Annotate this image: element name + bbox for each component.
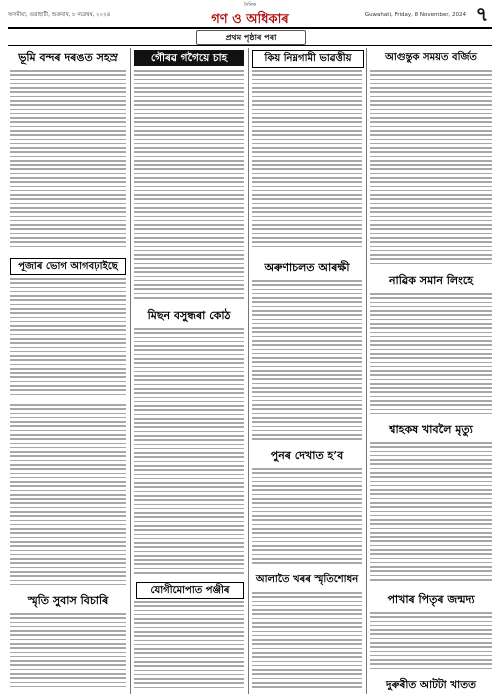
headline-mission-basundhara: মিছন বসুন্ধৰা কোঠ: [147, 309, 231, 322]
headline-smriti-subas: স্মৃতি সুবাস বিচাৰি: [27, 594, 109, 607]
article-body: [370, 293, 492, 418]
article-body: [252, 468, 362, 568]
article-body: [252, 280, 362, 445]
section-rule: [8, 45, 492, 46]
column-divider: [248, 48, 249, 694]
article-body: [370, 70, 492, 270]
headline-agantuk-samay: আগুন্তুক সময়ত বৰ্জিত: [385, 52, 477, 63]
headline-gaurav-gogoi: গৌৰৱ গগৈয়ে চাহ: [134, 50, 244, 66]
headline-shwahakash-mrityu: শ্বাহকষ খাবলৈ মৃত্যু: [389, 423, 473, 436]
article-body: [10, 278, 126, 400]
article-body: [134, 70, 244, 305]
article-body: [370, 612, 492, 674]
header-rule: [8, 27, 492, 29]
headline-pujar-bhog: পূজাৰ ভোগ আগবঢ়াইছে: [10, 258, 126, 275]
column-divider: [130, 48, 131, 694]
newspaper-masthead: [195, 2, 305, 26]
headline-duruvit-ghat: দুৰুৰীত আটটা খাতত: [386, 679, 476, 691]
column-divider: [366, 48, 367, 694]
headline-nabik-saman: নাৱিক সমান লিংহে: [388, 274, 474, 287]
page-number: ৭: [475, 2, 489, 26]
article-body: [134, 601, 244, 693]
headline-alatai-kharar: আলাতৈ খৰৰ স্মৃতিশোধন: [255, 574, 359, 585]
article-body: [10, 613, 126, 693]
header-dateline-right: Guwahati, Friday, 8 November, 2024: [364, 12, 466, 18]
headline-punar-dekha: পুনৰ দেখাত হ’ব: [270, 449, 344, 462]
headline-arunachal-arakshi: অৰুণাচলত আৰক্ষী: [264, 261, 350, 274]
header-dateline-left: অসমীয়া, গুৱাহাটী, শুক্ৰবাৰ, ৮ নৱেম্বৰ, ২০২৪: [8, 12, 111, 18]
article-body: [370, 442, 492, 587]
headline-yogimopat: যোগীমোপাত পঞ্জীৰ: [136, 582, 244, 599]
headline-kiya-nimnagami: কিয় নিম্নগামী ভাৱত্তীয়: [252, 50, 364, 68]
masthead-tagline: দৈনিক: [243, 2, 257, 8]
continuation-banner: প্ৰথম পৃষ্ঠাৰ পৰা: [196, 30, 306, 45]
headline-bhumi-bandar: ভূমি বন্দৰ দৰঙত সহস্ৰ: [18, 51, 118, 64]
article-body: [252, 592, 362, 693]
article-body: [10, 70, 126, 255]
headline-pakhar-pitri: পাখাৰ পিতৃৰ জন্মদ্য: [387, 593, 475, 606]
article-body: [252, 70, 362, 255]
masthead-title: গণ ও অধিকাৰ: [211, 12, 289, 27]
article-body: [134, 328, 244, 578]
article-body: [10, 404, 126, 590]
